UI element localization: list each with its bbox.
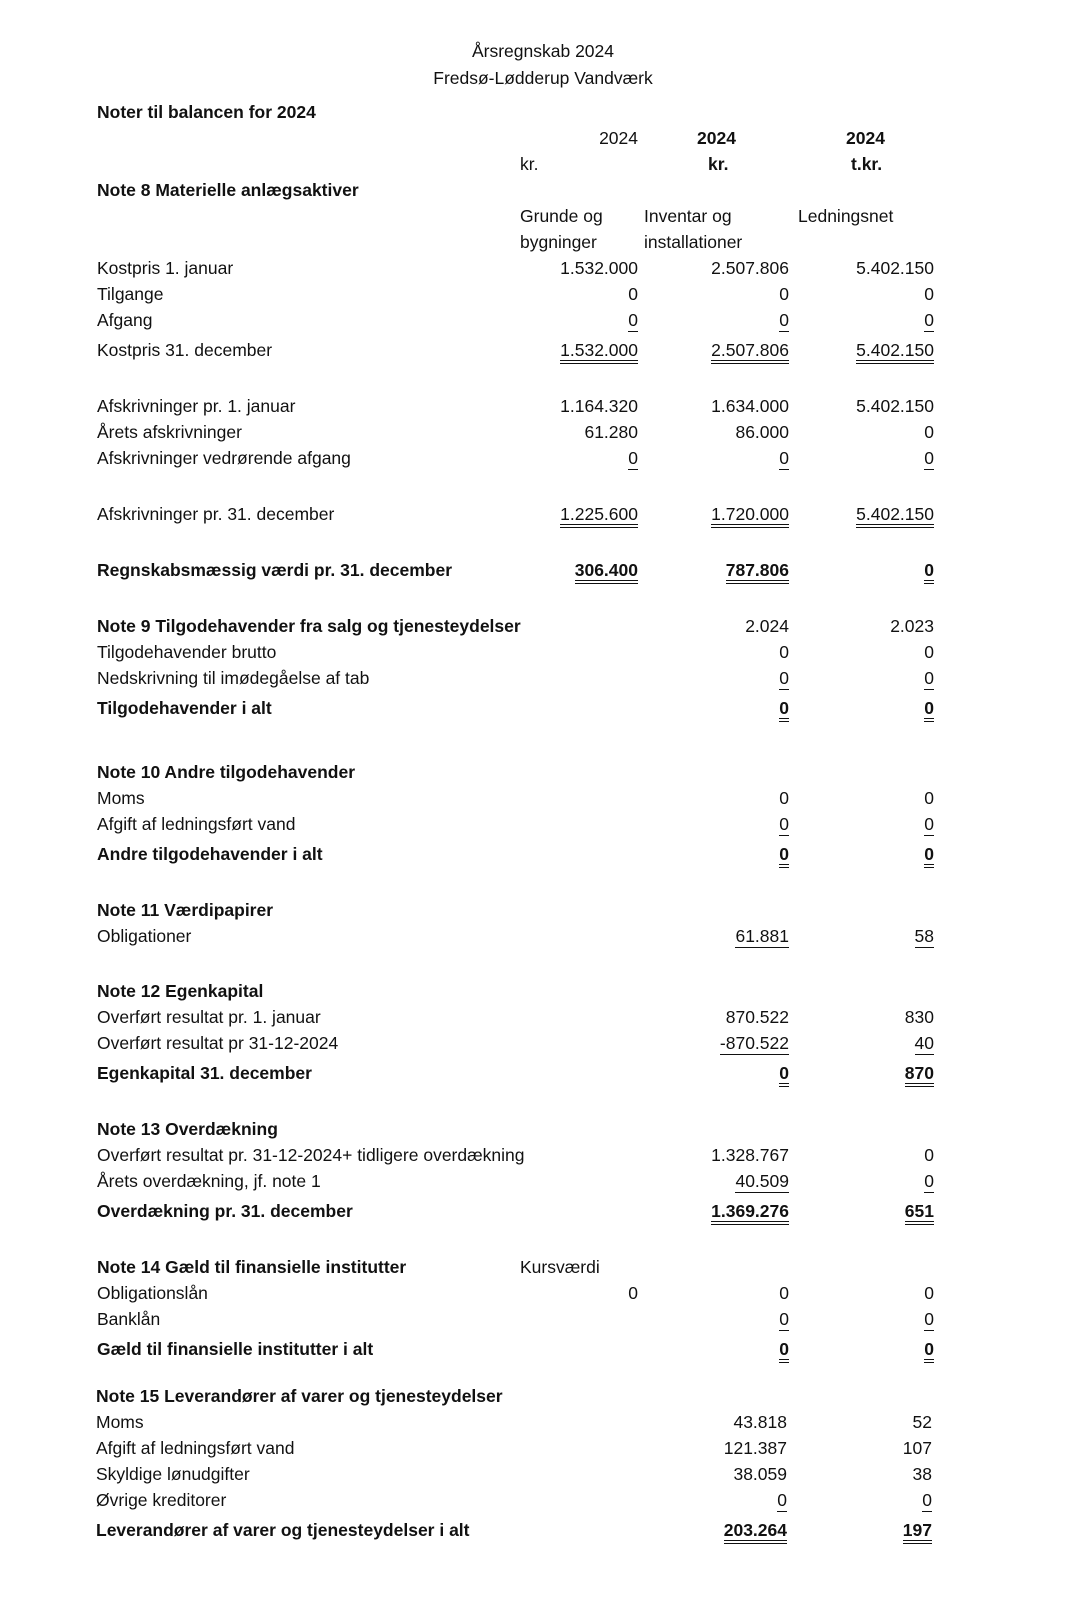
note15-title: Note 15 Leverandører af varer og tjenesteydelser: [96, 1386, 503, 1406]
value-cell: -870.522: [719, 1033, 789, 1053]
value-cell: 38.059: [733, 1464, 787, 1484]
row-label: Kostpris 1. januar: [97, 258, 234, 278]
value-cell: 651: [905, 1201, 934, 1225]
value-cell: 0: [779, 788, 789, 808]
value-cell: 1.720.000: [711, 504, 789, 528]
value-cell: 870.522: [725, 1007, 789, 1027]
value-cell: 0: [779, 642, 789, 662]
value-cell: 0: [924, 642, 934, 662]
value-cell: 306.400: [575, 560, 638, 584]
row-label: Kostpris 31. december: [97, 340, 273, 360]
value-cell: 43.818: [733, 1412, 787, 1432]
col1-year: 2024: [599, 128, 638, 148]
row-label: Afskrivninger pr. 31. december: [97, 504, 335, 524]
row-label: Overført resultat pr. 31-12-2024+ tidligere overdækning: [97, 1145, 525, 1165]
note8-title: Note 8 Materielle anlægsaktiver: [97, 180, 359, 200]
value-cell: 0: [924, 1171, 934, 1191]
note8-col2-header-1: Inventar og: [644, 206, 732, 226]
value-cell: 52: [912, 1412, 932, 1432]
row-label: Gæld til finansielle institutter i alt: [97, 1339, 374, 1359]
value-cell: 1.225.600: [560, 504, 638, 528]
row-label: Afskrivninger vedrørende afgang: [97, 448, 351, 468]
value-cell: 1.328.767: [711, 1145, 789, 1165]
value-cell: 0: [777, 1490, 787, 1510]
value-cell: 0: [779, 1283, 789, 1303]
value-cell: 0: [924, 1309, 934, 1329]
note9-title: Note 9 Tilgodehavender fra salg og tjenesteydelser: [97, 616, 521, 636]
value-cell: 203.264: [724, 1520, 787, 1544]
value-cell: 0: [779, 1063, 789, 1087]
value-cell: 0: [779, 310, 789, 330]
value-cell: 1.164.320: [560, 396, 638, 416]
note13-title: Note 13 Overdækning: [97, 1119, 278, 1139]
row-label: Skyldige lønudgifter: [96, 1464, 250, 1484]
value-cell: 40.509: [735, 1171, 789, 1191]
document-title: Årsregnskab 2024: [471, 41, 615, 61]
value-cell: 2.507.806: [711, 258, 789, 278]
section-heading: Noter til balancen for 2024: [97, 102, 316, 122]
value-cell: 5.402.150: [856, 504, 934, 528]
row-label: Egenkapital 31. december: [97, 1063, 312, 1083]
value-cell: 0: [922, 1490, 932, 1510]
value-cell: 0: [779, 814, 789, 834]
value-cell: 40: [914, 1033, 934, 1053]
row-label: Obligationer: [97, 926, 192, 946]
value-cell: 0: [924, 448, 934, 468]
value-cell: 787.806: [726, 560, 789, 584]
row-label: Tilgodehavender brutto: [97, 642, 277, 662]
row-label: Tilgodehavender i alt: [97, 698, 272, 718]
note9-col3-header: 2.023: [890, 616, 934, 636]
value-cell: 38: [912, 1464, 932, 1484]
value-cell: 0: [779, 448, 789, 468]
value-cell: 0: [628, 448, 638, 468]
row-label: Banklån: [97, 1309, 161, 1329]
row-label: Nedskrivning til imødegåelse af tab: [97, 668, 370, 688]
col2-year: 2024: [697, 128, 736, 148]
value-cell: 61.280: [584, 422, 638, 442]
value-cell: 0: [779, 698, 789, 722]
value-cell: 5.402.150: [856, 340, 934, 364]
value-cell: 0: [924, 284, 934, 304]
row-label: Afgift af ledningsført vand: [97, 814, 296, 834]
note14-col1-header: Kursværdi: [520, 1257, 600, 1277]
value-cell: 870: [905, 1063, 934, 1087]
note8-col1-header-1: Grunde og: [520, 206, 603, 226]
row-label: Overført resultat pr 31-12-2024: [97, 1033, 339, 1053]
value-cell: 0: [924, 1283, 934, 1303]
value-cell: 0: [924, 668, 934, 688]
value-cell: 0: [924, 814, 934, 834]
value-cell: 1.369.276: [711, 1201, 789, 1225]
col2-unit: kr.: [708, 154, 729, 174]
value-cell: 0: [924, 1339, 934, 1363]
value-cell: 830: [904, 1007, 934, 1027]
row-label: Leverandører af varer og tjenesteydelser i alt: [96, 1520, 470, 1540]
row-label: Overført resultat pr. 1. januar: [97, 1007, 321, 1027]
row-label: Afskrivninger pr. 1. januar: [97, 396, 296, 416]
row-label: Regnskabsmæssig værdi pr. 31. december: [97, 560, 453, 580]
value-cell: 0: [779, 668, 789, 688]
col1-unit: kr.: [520, 154, 539, 174]
value-cell: 0: [628, 284, 638, 304]
value-cell: 0: [924, 698, 934, 722]
row-label: Årets afskrivninger: [97, 422, 242, 442]
value-cell: 0: [779, 844, 789, 868]
row-label: Øvrige kreditorer: [96, 1490, 227, 1510]
col3-unit: t.kr.: [851, 154, 883, 174]
note8-col1-header-2: bygninger: [520, 232, 597, 252]
value-cell: 0: [924, 788, 934, 808]
note9-col2-header: 2.024: [745, 616, 789, 636]
value-cell: 0: [924, 560, 934, 584]
value-cell: 0: [779, 1309, 789, 1329]
value-cell: 0: [628, 310, 638, 330]
value-cell: 0: [924, 310, 934, 330]
note11-title: Note 11 Værdipapirer: [97, 900, 274, 920]
document-subtitle: Fredsø-Lødderup Vandværk: [433, 68, 653, 88]
row-label: Afgang: [97, 310, 153, 330]
value-cell: 5.402.150: [856, 396, 934, 416]
value-cell: 1.532.000: [560, 258, 638, 278]
row-label: Afgift af ledningsført vand: [96, 1438, 295, 1458]
value-cell: 0: [779, 284, 789, 304]
value-cell: 107: [902, 1438, 932, 1458]
row-label: Årets overdækning, jf. note 1: [97, 1171, 321, 1191]
row-label: Overdækning pr. 31. december: [97, 1201, 353, 1221]
value-cell: 197: [903, 1520, 932, 1544]
value-cell: 5.402.150: [856, 258, 934, 278]
note14-title: Note 14 Gæld til finansielle institutter: [97, 1257, 407, 1277]
value-cell: 0: [779, 1339, 789, 1363]
row-label: Moms: [97, 788, 145, 808]
col3-year: 2024: [846, 128, 885, 148]
note10-title: Note 10 Andre tilgodehavender: [97, 762, 356, 782]
value-cell: 61.881: [735, 926, 789, 946]
value-cell: 121.387: [723, 1438, 787, 1458]
value-cell: 1.634.000: [711, 396, 789, 416]
row-label: Obligationslån: [97, 1283, 208, 1303]
value-cell: 0: [924, 844, 934, 868]
value-cell: 86.000: [735, 422, 789, 442]
note12-title: Note 12 Egenkapital: [97, 981, 264, 1001]
value-cell: 0: [924, 1145, 934, 1165]
note8-col3-header: Ledningsnet: [798, 206, 894, 226]
note8-col2-header-2: installationer: [644, 232, 743, 252]
value-cell: 0: [924, 422, 934, 442]
row-label: Tilgange: [97, 284, 164, 304]
value-cell: 0: [628, 1283, 638, 1303]
value-cell: 2.507.806: [711, 340, 789, 364]
row-label: Andre tilgodehavender i alt: [97, 844, 323, 864]
value-cell: 58: [914, 926, 934, 946]
row-label: Moms: [96, 1412, 144, 1432]
value-cell: 1.532.000: [560, 340, 638, 364]
